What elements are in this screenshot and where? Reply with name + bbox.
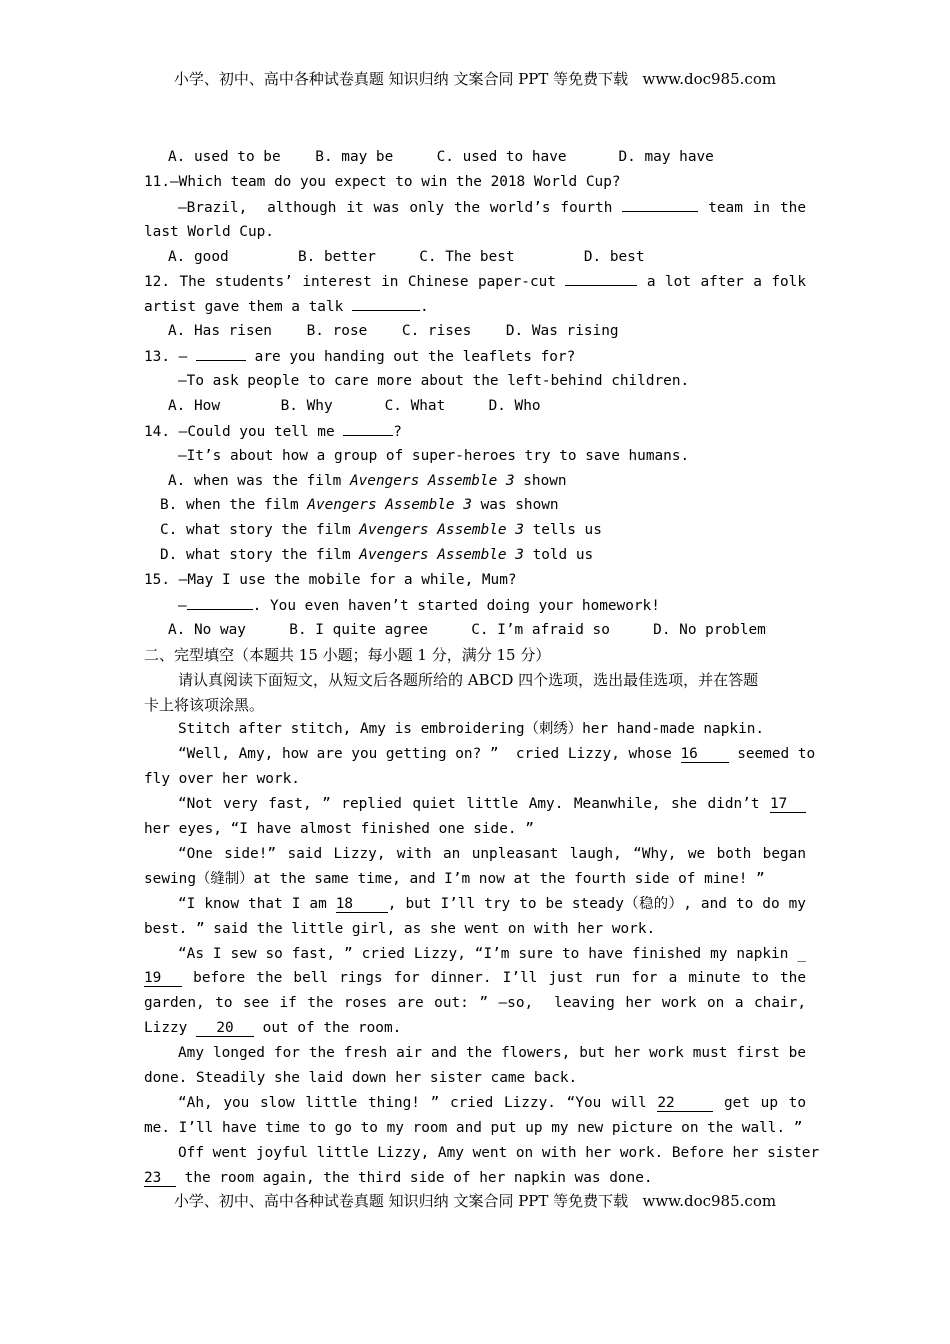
q13-blank [196, 344, 246, 361]
exam-content [144, 145, 820, 1190]
q11-answer: —Brazil, although it was only the world’s fourth team in the [144, 195, 806, 220]
q15-answer: — . You even haven’t started doing your homework! [144, 593, 806, 618]
section2-heading: 二、完型填空（本题共 15 小题；每小题 1 分，满分 15 分） [144, 645, 551, 664]
q12-line2: artist gave them a talk . [144, 294, 806, 319]
q14-option-b: B. when the film Avengers Assemble 3 was shown [160, 497, 559, 514]
q11-question: 11.—Which team do you expect to win the 2018 World Cup? [144, 173, 621, 190]
passage-p6: “As I sew so fast, ” cried Lizzy, “I’m sure to have finished my napkin _ [178, 945, 806, 962]
q11-answer-cont: last World Cup. [144, 223, 274, 240]
passage-p4-cont: sewing（缝制）at the same time, and I’m now at the fourth side of mine! ” [144, 870, 765, 887]
q10-options: A. used to be B. may be C. used to have D. may have [168, 149, 714, 165]
q13-question: 13. — are you handing out the leaflets for? [144, 344, 806, 369]
blank-16: 16 [681, 746, 729, 763]
q14-option-d: D. what story the film Avengers Assemble 3 told us [160, 547, 594, 564]
q11-options: A. good B. better C. The best D. best [168, 248, 645, 265]
passage-p2-cont: fly over her work. [144, 771, 300, 788]
q14-question: 14. —Could you tell me ? [144, 419, 806, 444]
blank-20: 20 [196, 1020, 254, 1037]
passage-p6-cont2: garden, to see if the roses are out: ” —so, leaving her work on a chair, [144, 995, 806, 1012]
q11-blank [622, 195, 698, 212]
q13-options: A. How B. Why C. What D. Who [168, 397, 541, 414]
passage-p9-cont: 23 the room again, the third side of her napkin was done. [144, 1169, 653, 1186]
blank-22: 22 [657, 1095, 713, 1112]
blank-23: 23 [144, 1170, 176, 1187]
blank-17: 17 [770, 796, 806, 813]
passage-p2: “Well, Amy, how are you getting on? ” cried Lizzy, whose 16 seemed to [178, 746, 816, 763]
q13-answer: —To ask people to care more about the left-behind children. [178, 373, 690, 390]
passage-p3-cont: her eyes, “I have almost finished one side. ” [144, 821, 534, 838]
passage-p3: “Not very fast, ” replied quiet little Amy. Meanwhile, she didn’t 17 [144, 792, 806, 817]
q15-blank [187, 593, 253, 610]
blank-18: 18 [336, 896, 388, 913]
q12-line1: 12. The students’ interest in Chinese paper-cut a lot after a folk [144, 269, 806, 294]
passage-p7-cont: done. Steadily she laid down her sister came back. [144, 1069, 578, 1086]
section2-instruction: 请认真阅读下面短文，从短文后各题所给的 ABCD 四个选项，选出最佳选项，并在答题 [178, 670, 759, 689]
q14-blank [343, 419, 393, 436]
passage-p8-cont: me. I’ll have time to go to my room and put up my new picture on the wall. ” [144, 1119, 803, 1136]
q15-question: 15. —May I use the mobile for a while, Mum? [144, 572, 517, 589]
header-banner: 小学、初中、高中各种试卷真题 知识归纳 文案合同 PPT 等免费下载 www.doc985.com [173, 70, 777, 88]
footer-banner: 小学、初中、高中各种试卷真题 知识归纳 文案合同 PPT 等免费下载 www.doc985.com [173, 1192, 777, 1210]
section2-instruction-cont: 卡上将该项涂黑。 [144, 695, 265, 714]
passage-p4: “One side!” said Lizzy, with an unpleasant laugh, “Why, we both began [178, 845, 806, 862]
q12-blank-2 [352, 294, 420, 311]
q12-blank-1 [565, 269, 637, 286]
q14-option-c: C. what story the film Avengers Assemble 3 tells us [160, 522, 602, 539]
passage-p5: “I know that I am 18 , but I’ll try to be steady（稳的）, and to do my [178, 895, 806, 912]
passage-p1: Stitch after stitch, Amy is embroidering（刺绣）her hand-made napkin. [178, 721, 765, 738]
passage-p5-cont: best. ” said the little girl, as she went on with her work. [144, 920, 656, 937]
q15-options: A. No way B. I quite agree C. I’m afraid so D. No problem [168, 621, 766, 638]
passage-p8: “Ah, you slow little thing! ” cried Lizzy. “You will 22 get up to [178, 1094, 806, 1111]
q12-options: A. Has risen B. rose C. rises D. Was rising [168, 323, 619, 340]
passage-p6-cont3: Lizzy 20 out of the room. [144, 1020, 402, 1037]
passage-p6-cont: 19 before the bell rings for dinner. I’ll just run for a minute to the [144, 970, 806, 987]
blank-19: 19 [144, 970, 182, 987]
q14-option-a: A. when was the film Avengers Assemble 3 shown [168, 472, 567, 489]
passage-p7: Amy longed for the fresh air and the flowers, but her work must first be [178, 1045, 806, 1062]
passage-p9: Off went joyful little Lizzy, Amy went on with her work. Before her sister [178, 1144, 820, 1161]
q14-answer: —It’s about how a group of super-heroes try to save humans. [178, 447, 690, 464]
